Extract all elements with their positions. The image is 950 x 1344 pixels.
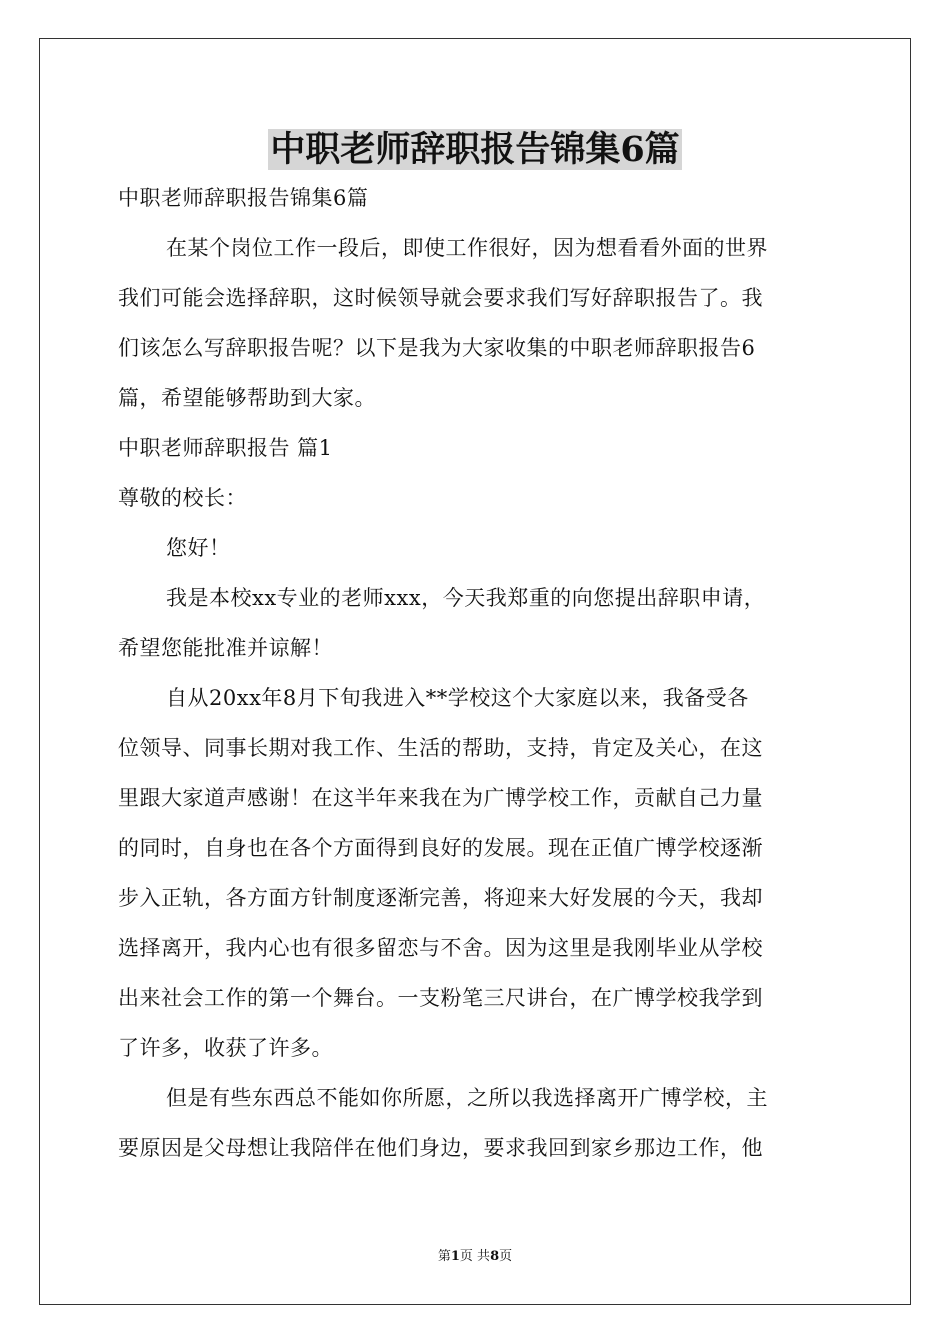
paragraph-line: 我们可能会选择辞职，这时候领导就会要求我们写好辞职报告了。我 — [118, 286, 763, 310]
document-title — [0, 126, 950, 174]
salutation: 尊敬的校长： — [118, 486, 247, 510]
paragraph-line: 里跟大家道声感谢！在这半年来我在为广博学校工作，贡献自己力量 — [118, 786, 763, 810]
paragraph-line: 的同时，自身也在各个方面得到良好的发展。现在正值广博学校逐渐 — [118, 836, 763, 860]
paragraph-line: 我是本校xx专业的老师xxx，今天我郑重的向您提出辞职申请， — [166, 586, 766, 610]
paragraph-line: 在某个岗位工作一段后，即使工作很好，因为想看看外面的世界 — [166, 236, 768, 260]
page-prefix: 第 — [437, 1249, 451, 1264]
paragraph-line: 要原因是父母想让我陪伴在他们身边，要求我回到家乡那边工作，他 — [118, 1136, 763, 1160]
paragraph-line: 选择离开，我内心也有很多留恋与不舍。因为这里是我刚毕业从学校 — [118, 936, 763, 960]
paragraph-line: 希望您能批准并谅解！ — [118, 636, 333, 660]
paragraph-line: 位领导、同事长期对我工作、生活的帮助，支持，肯定及关心，在这 — [118, 736, 763, 760]
paragraph-line: 步入正轨，各方面方针制度逐渐完善，将迎来大好发展的今天，我却 — [118, 886, 763, 910]
page-current: 1 — [450, 1249, 460, 1264]
page-footer — [0, 1248, 950, 1266]
document-title-text: 中职老师辞职报告锦集6篇 — [270, 129, 680, 170]
page-suffix: 页 — [499, 1249, 513, 1264]
paragraph-line: 篇，希望能够帮助到大家。 — [118, 386, 376, 410]
greeting: 您好！ — [166, 536, 231, 560]
page-border — [39, 38, 911, 1305]
page-total: 8 — [490, 1249, 500, 1264]
paragraph-line: 自从20xx年8月下旬我进入**学校这个大家庭以来，我备受各 — [166, 686, 749, 710]
paragraph-line: 但是有些东西总不能如你所愿，之所以我选择离开广博学校，主 — [166, 1086, 768, 1110]
page-mid: 页 共 — [459, 1249, 491, 1264]
paragraph-line: 了许多，收获了许多。 — [118, 1036, 333, 1060]
paragraph-line: 出来社会工作的第一个舞台。一支粉笔三尺讲台，在广博学校我学到 — [118, 986, 763, 1010]
paragraph-line: 们该怎么写辞职报告呢？以下是我为大家收集的中职老师辞职报告6 — [118, 336, 756, 360]
subtitle-line: 中职老师辞职报告锦集6篇 — [118, 186, 369, 210]
section-heading: 中职老师辞职报告 篇1 — [118, 436, 333, 460]
